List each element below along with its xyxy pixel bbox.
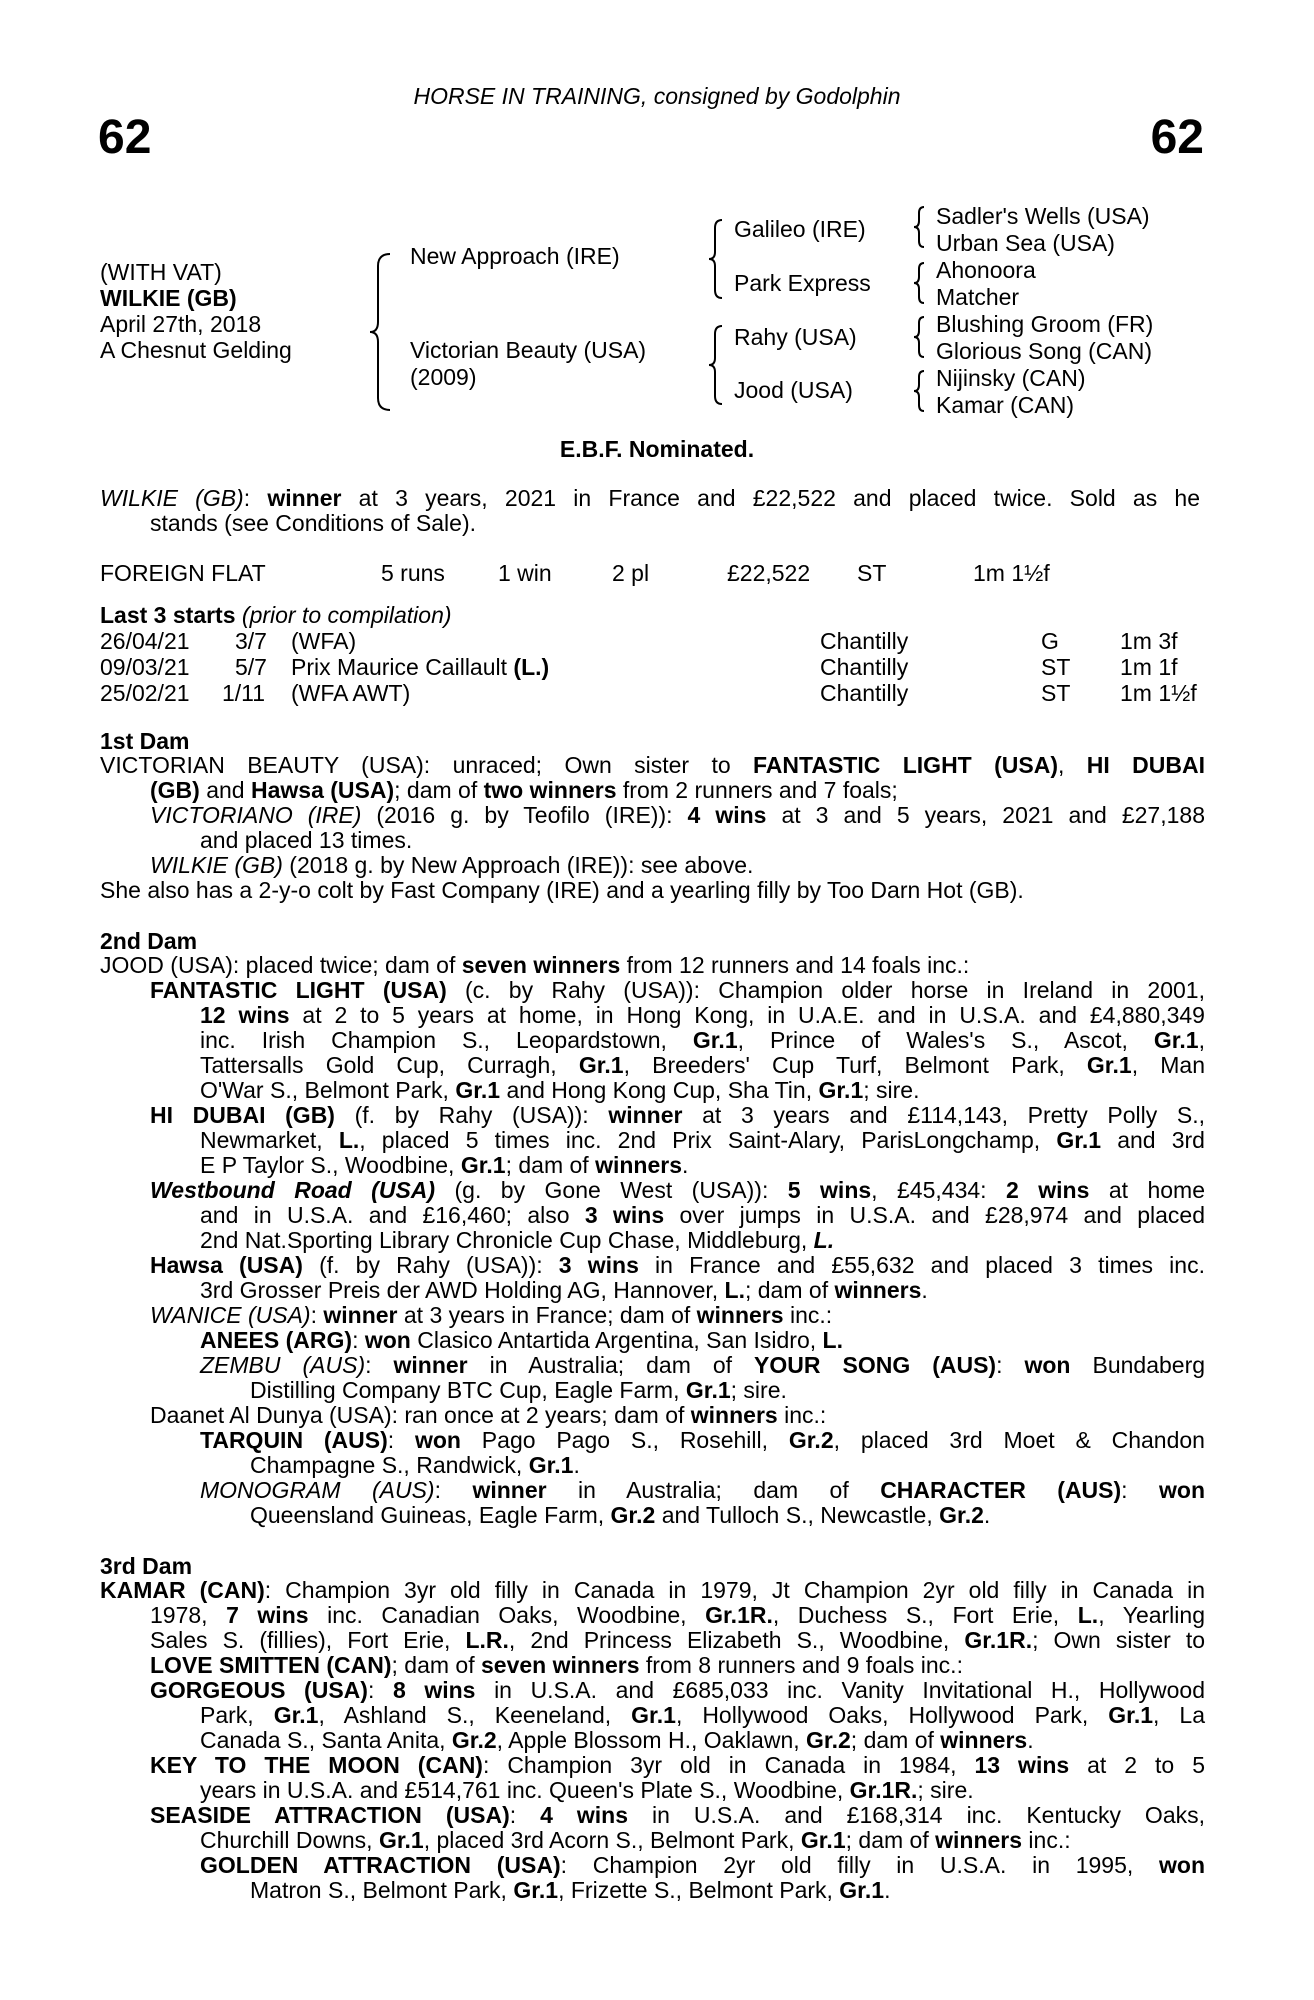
first-dam-line-2: (GB) and Hawsa (USA); dam of two winners from 2 runners and 7 foals; (150, 777, 898, 803)
ggp-1: Sadler's Wells (USA) (936, 203, 1150, 229)
zembu-line-1: ZEMBU (AUS): winner in Australia; dam of YOUR SONG (AUS): won Bundaberg (200, 1352, 1206, 1378)
ggp-5: Blushing Groom (FR) (936, 311, 1154, 337)
gorgeous-line-1: GORGEOUS (USA): 8 wins in U.S.A. and £685,033 inc. Vanity Invitational H., Hollywood (150, 1677, 1205, 1703)
dam-dam: Jood (USA) (734, 377, 853, 403)
summary-line-1: WILKIE (GB): winner at 3 years, 2021 in France and £22,522 and placed twice. Sold as he (100, 485, 1201, 511)
ggp-8: Kamar (CAN) (936, 392, 1075, 418)
gorgeous-line-2: Park, Gr.1, Ashland S., Keeneland, Gr.1, Hollywood Oaks, Hollywood Park, Gr.1, La (200, 1702, 1205, 1728)
hi-dubai-line-2: Newmarket, L., placed 5 times inc. 2nd Prix Saint-Alary, ParisLongchamp, Gr.1 and 3rd (200, 1127, 1205, 1153)
ggp-7: Nijinsky (CAN) (936, 365, 1086, 391)
kamar-line-2: 1978, 7 wins inc. Canadian Oaks, Woodbine, Gr.1R., Duchess S., Fort Erie, L., Yearling (150, 1602, 1205, 1628)
anees-line-1: ANEES (ARG): won Clasico Antartida Argentina, San Isidro, L. (200, 1327, 843, 1353)
fantastic-light-line-5: O'War S., Belmont Park, Gr.1 and Hong Kong Cup, Sha Tin, Gr.1; sire. (200, 1077, 920, 1103)
hawsa-line-1: Hawsa (USA) (f. by Rahy (USA)): 3 wins in France and £55,632 and placed 3 times inc. (150, 1252, 1205, 1278)
dam-year: (2009) (410, 364, 477, 390)
horse-description: A Chesnut Gelding (100, 337, 292, 363)
seaside-attraction-line-1: SEASIDE ATTRACTION (USA): 4 wins in U.S.A. and £168,314 inc. Kentucky Oaks, (150, 1802, 1206, 1828)
fantastic-light-line-4: Tattersalls Gold Cup, Curragh, Gr.1, Breeders' Cup Turf, Belmont Park, Gr.1, Man (200, 1052, 1205, 1078)
kamar-line-3: Sales S. (fillies), Fort Erie, L.R., 2nd Princess Elizabeth S., Woodbine, Gr.1R.; Own sister to (150, 1627, 1206, 1653)
pedigree-brace-dam (707, 324, 727, 406)
fantastic-light-line-2: 12 wins at 2 to 5 years at home, in Hong Kong, in U.A.E. and in U.S.A. and £4,880,349 (200, 1002, 1205, 1028)
ebf-nomination: E.B.F. Nominated. (559, 436, 755, 462)
westbound-road-line-2: and in U.S.A. and £16,460; also 3 wins over jumps in U.S.A. and £28,974 and placed (200, 1202, 1205, 1228)
lot-number-left: 62 (98, 111, 152, 164)
third-dam-heading: 3rd Dam (100, 1553, 193, 1579)
dam-sire: Rahy (USA) (734, 324, 857, 350)
wanice-line-1: WANICE (USA): winner at 3 years in France; dam of winners inc.: (150, 1302, 833, 1328)
first-dam-heading: 1st Dam (100, 728, 190, 754)
kamar-line-4: LOVE SMITTEN (CAN); dam of seven winners from 8 runners and 9 foals inc.: (150, 1652, 963, 1678)
tarquin-line-1: TARQUIN (AUS): won Pago Pago S., Rosehill, Gr.2, placed 3rd Moet & Chandon (200, 1427, 1205, 1453)
ggp-2: Urban Sea (USA) (936, 230, 1115, 256)
golden-attraction-line-2: Matron S., Belmont Park, Gr.1, Frizette S., Belmont Park, Gr.1. (250, 1877, 891, 1903)
dam: Victorian Beauty (USA) (410, 337, 647, 363)
horse-name: WILKIE (GB) (100, 285, 237, 311)
first-dam-line-1: VICTORIAN BEAUTY (USA): unraced; Own sister to FANTASTIC LIGHT (USA), HI DUBAI (100, 752, 1205, 778)
second-dam-line-1: JOOD (USA): placed twice; dam of seven winners from 12 runners and 14 foals inc.: (100, 952, 970, 978)
first-dam-line-5: WILKIE (GB) (2018 g. by New Approach (IRE)): see above. (150, 852, 754, 878)
hawsa-line-2: 3rd Grosser Preis der AWD Holding AG, Hannover, L.; dam of winners. (200, 1277, 928, 1303)
hi-dubai-line-3: E P Taylor S., Woodbine, Gr.1; dam of winners. (200, 1152, 689, 1178)
sire-dam: Park Express (734, 270, 871, 296)
sire-sire: Galileo (IRE) (734, 216, 866, 242)
seaside-attraction-line-2: Churchill Downs, Gr.1, placed 3rd Acorn S., Belmont Park, Gr.1; dam of winners inc.: (200, 1827, 1071, 1853)
first-dam-line-6: She also has a 2-y-o colt by Fast Company (IRE) and a yearling filly by Too Darn Hot (GB). (100, 877, 1024, 903)
tarquin-line-2: Champagne S., Randwick, Gr.1. (250, 1452, 580, 1478)
page-header: HORSE IN TRAINING, consigned by Godolphin (413, 83, 901, 109)
key-to-the-moon-line-1: KEY TO THE MOON (CAN): Champion 3yr old in Canada in 1984, 13 wins at 2 to 5 (150, 1752, 1205, 1778)
lot-number-right: 62 (1150, 111, 1204, 164)
pedigree-brace-sire (707, 218, 727, 300)
foaling-date: April 27th, 2018 (100, 311, 262, 337)
westbound-road-line-1: Westbound Road (USA) (g. by Gone West (USA)): 5 wins, £45,434: 2 wins at home (150, 1177, 1205, 1203)
hi-dubai-line-1: HI DUBAI (GB) (f. by Rahy (USA)): winner at 3 years and £114,143, Pretty Polly S., (150, 1102, 1205, 1128)
summary-line-2: stands (see Conditions of Sale). (150, 510, 477, 536)
ggp-6: Glorious Song (CAN) (936, 338, 1153, 364)
monogram-line-2: Queensland Guineas, Eagle Farm, Gr.2 and Tulloch S., Newcastle, Gr.2. (250, 1502, 991, 1528)
golden-attraction-line-1: GOLDEN ATTRACTION (USA): Champion 2yr old filly in U.S.A. in 1995, won (200, 1852, 1205, 1878)
pedigree-brace-main (368, 252, 398, 412)
ggp-4: Matcher (936, 284, 1020, 310)
vat-note: (WITH VAT) (100, 259, 222, 285)
last-starts-title: Last 3 starts (prior to compilation) (100, 602, 452, 628)
second-dam-heading: 2nd Dam (100, 928, 198, 954)
daanet-line-1: Daanet Al Dunya (USA): ran once at 2 years; dam of winners inc.: (150, 1402, 827, 1428)
westbound-road-line-3: 2nd Nat.Sporting Library Chronicle Cup Chase, Middleburg, L. (200, 1227, 835, 1253)
monogram-line-1: MONOGRAM (AUS): winner in Australia; dam of CHARACTER (AUS): won (200, 1477, 1205, 1503)
first-dam-line-3: VICTORIANO (IRE) (2016 g. by Teofilo (IRE)): 4 wins at 3 and 5 years, 2021 and £27,188 (150, 802, 1205, 828)
fantastic-light-line-1: FANTASTIC LIGHT (USA) (c. by Rahy (USA)): Champion older horse in Ireland in 2001, (150, 977, 1205, 1003)
gorgeous-line-3: Canada S., Santa Anita, Gr.2, Apple Blossom H., Oaklawn, Gr.2; dam of winners. (200, 1727, 1034, 1753)
kamar-line-1: KAMAR (CAN): Champion 3yr old filly in Canada in 1979, Jt Champion 2yr old filly in Canada in (100, 1577, 1205, 1603)
first-dam-line-4: and placed 13 times. (200, 827, 413, 853)
pedigree-brace-ggp (912, 205, 928, 419)
zembu-line-2: Distilling Company BTC Cup, Eagle Farm, Gr.1; sire. (250, 1377, 787, 1403)
ggp-3: Ahonoora (936, 257, 1036, 283)
fantastic-light-line-3: inc. Irish Champion S., Leopardstown, Gr.1, Prince of Wales's S., Ascot, Gr.1, (200, 1027, 1205, 1053)
sire: New Approach (IRE) (410, 243, 620, 269)
key-to-the-moon-line-2: years in U.S.A. and £514,761 inc. Queen's Plate S., Woodbine, Gr.1R.; sire. (200, 1777, 974, 1803)
